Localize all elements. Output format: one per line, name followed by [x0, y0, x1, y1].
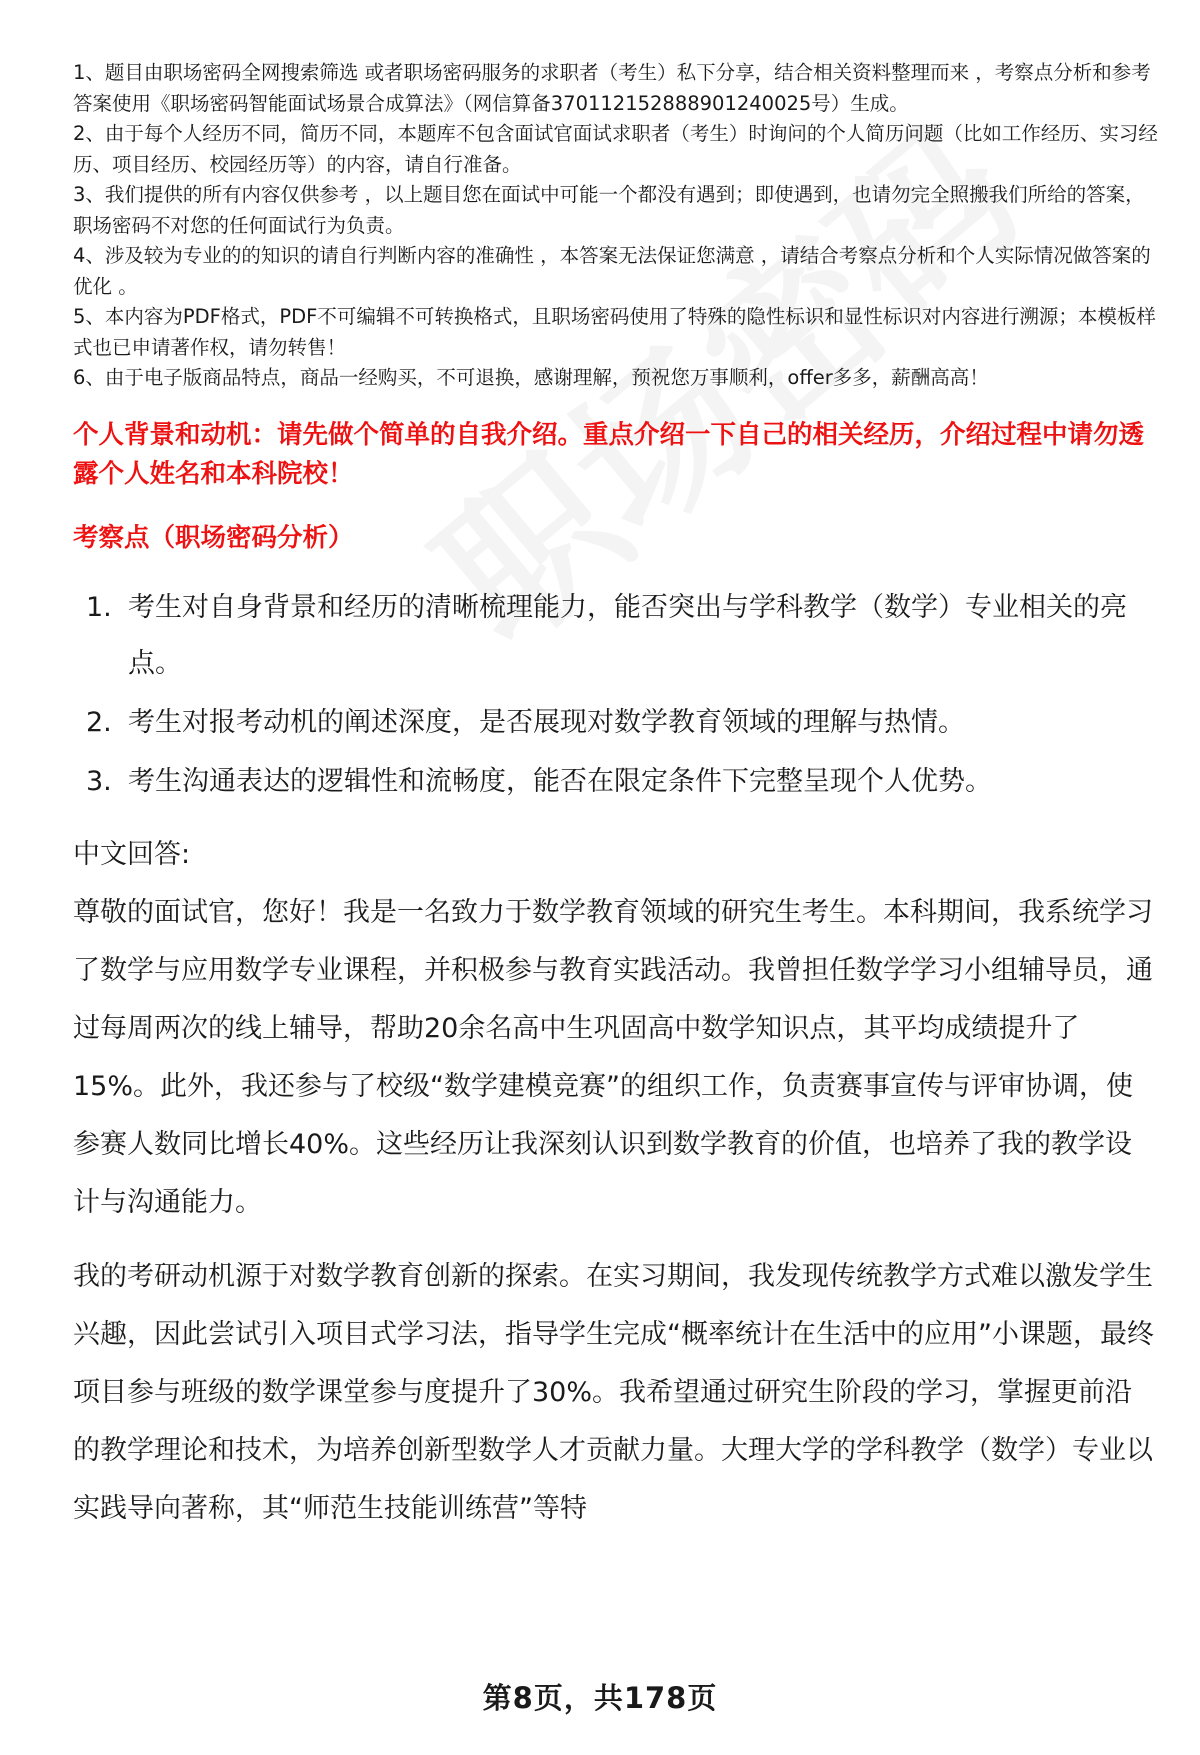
list-text: 考生沟通表达的逻辑性和流畅度，能否在限定条件下完整呈现个人优势。	[128, 765, 992, 797]
list-number: 1.	[86, 591, 112, 623]
page-number: 第8页，共178页	[482, 1681, 718, 1715]
list-number: 3.	[86, 765, 112, 797]
list-text: 考生对自身背景和经历的清晰梳理能力，能否突出与学科教学（数学）专业相关的亮点。	[128, 591, 1127, 679]
interview-question: 个人背景和动机：请先做个简单的自我介绍。重点介绍一下自己的相关经历，介绍过程中请勿透露个人姓名和本科院校！	[73, 419, 1145, 489]
note-item: 2、由于每个人经历不同，简历不同，本题库不包含面试官面试求职者（考生）时询问的个人简历问题（比如工作经历、实习经历、项目经历、校园经历等）的内容，请自行准备。	[73, 122, 1158, 176]
assessment-points	[73, 580, 1158, 810]
note-item: 4、涉及较为专业的的知识的请自行判断内容的准确性 ，本答案无法保证您满意 ，请结合考察点分析和个人实际情况做答案的优化 。	[73, 244, 1151, 298]
list-item	[73, 695, 1158, 751]
answer-label: 中文回答:	[73, 838, 191, 870]
section-title: 考察点（职场密码分析）	[73, 522, 354, 553]
list-number: 2.	[86, 706, 112, 738]
list-item	[73, 580, 1158, 692]
answer-paragraph: 尊敬的面试官，您好！我是一名致力于数学教育领域的研究生考生。本科期间，我系统学习了数学与应用数学专业课程，并积极参与教育实践活动。我曾担任数学学习小组辅导员，通过每周两次的线上辅导，帮助20余名高中生巩固高中数学知识点，其平均成绩提升了15%。此外，我还参与了校级“数学建模竞赛”的组织工作，负责赛事宣传与评审协调，使参赛人数同比增长40%。这些经历让我深刻认识到数学教育的价值，也培养了我的教学设计与沟通能力。	[73, 896, 1153, 1218]
disclaimer-notes	[73, 58, 1158, 394]
answer-paragraph: 我的考研动机源于对数学教育创新的探索。在实习期间，我发现传统教学方式难以激发学生兴趣，因此尝试引入项目式学习法，指导学生完成“概率统计在生活中的应用”小课题，最终项目参与班级的数学课堂参与度提升了30%。我希望通过研究生阶段的学习，掌握更前沿的教学理论和技术，为培养创新型数学人才贡献力量。大理大学的学科教学（数学）专业以实践导向著称，其“师范生技能训练营”等特	[73, 1260, 1154, 1524]
note-item: 1、题目由职场密码全网搜索筛选 或者职场密码服务的求职者（考生）私下分享，结合相关资料整理而来 ，考察点分析和参考答案使用《职场密码智能面试场景合成算法》（网信算备370112152888901240025号）生成。	[73, 61, 1151, 115]
note-item: 5、本内容为PDF格式，PDF不可编辑不可转换格式，且职场密码使用了特殊的隐性标识和显性标识对内容进行溯源；本模板样式也已申请著作权，请勿转售！	[73, 305, 1156, 359]
list-item	[73, 754, 1158, 810]
document-page	[73, 58, 1158, 1538]
note-item: 6、由于电子版商品特点，商品一经购买，不可退换，感谢理解，预祝您万事顺利，offer多多，薪酬高高！	[73, 366, 989, 389]
list-text: 考生对报考动机的阐述深度，是否展现对数学教育领域的理解与热情。	[128, 706, 965, 738]
note-item: 3、我们提供的所有内容仅供参考 ，以上题目您在面试中可能一个都没有遇到；即使遇到，也请勿完全照搬我们所给的答案，职场密码不对您的任何面试行为负责。	[73, 183, 1145, 237]
